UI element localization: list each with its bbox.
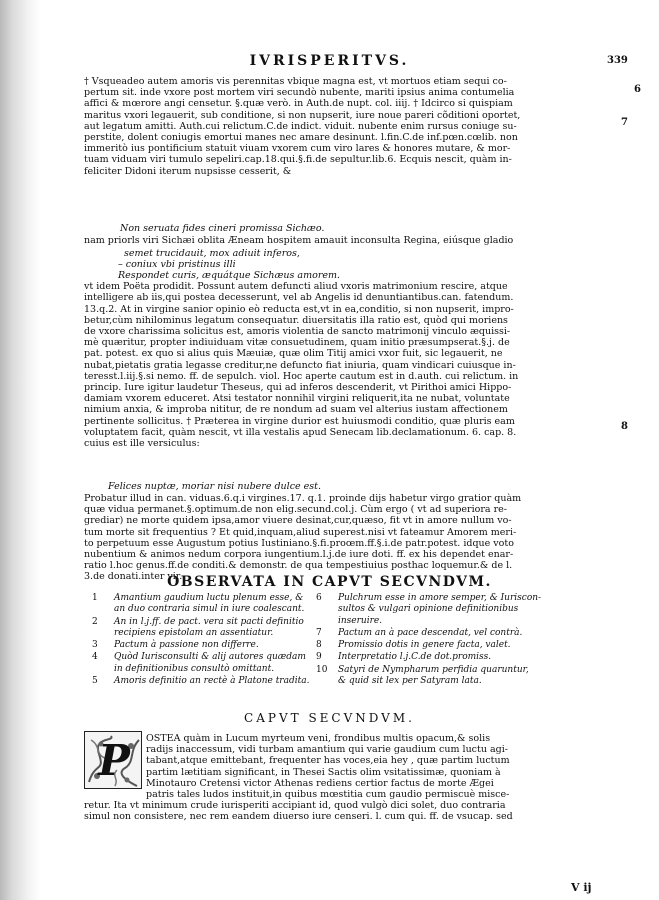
text-line: vt idem Poëta prodidit. Possunt autem defuncti aliud vxoris matrimonium rescire, atque [84,281,508,293]
text-line: damiam vxorem educeret. Atsi testator nonnihil virgini reliquerit,ita ne nubat, voluntate [84,393,510,405]
paragraph-3 [84,270,615,449]
text-line: maritus vxori legauerit, sub conditione, si non nupserit, iure noue pareri cõditioni oportet, [84,109,521,121]
text-line: to perpetuum esse Augustum potius Iustiniano.§.fi.proœm.ff.§.i.de patr.potest. idque voto [84,537,514,549]
list-item-text: in definitionibus consultò omittant. [114,663,275,674]
observata-heading: OBSERVATA IN CAPVT SECVNDVM. [167,574,492,590]
paragraph-4 [84,493,615,583]
list-item-number: 1 [92,593,98,603]
list-item-text: Pactum an à pace descendat, vel contrà. [338,627,523,638]
list-item-number: 6 [316,593,322,603]
list-item [316,593,616,627]
text-line: pat. potest. ex quo si alius quis Mæuiæ, quæ olim Titij amici vxor fuit, sic legauerit, ne [84,348,503,360]
text-line: tuam viduam viri tumulo sepeliri.cap.18.qui.§.fi.de sepultur.lib.6. Ecquis nescit, quàm in- [84,154,512,166]
paragraph-6 [84,789,615,823]
list-item-text: Quòd Iurisconsulti & alij autores quædam [114,652,306,663]
text-line: aut legatum amitti. Auth.cui relictum.C.de indict. viduit. nubente enim rursus coniuge su- [84,120,517,132]
list-item-text: recipiens epistolam an assentiatur. [114,627,274,638]
text-line: simul non consistere, nec rem eandem diuerso iure censeri. l. cum qui. ff. de vsucap. sed [84,811,513,823]
margin-note-7: 7 [621,117,628,128]
text-line: feliciter Didoni iterum nupsisse cesserit, & [84,165,292,177]
text-line: pertum sit. inde vxore post mortem viri secundò nubente, mariti ipsius anima contumelia [84,87,515,99]
list-item-text: Promissio dotis in genere facta, valet. [338,640,511,651]
list-item-text: Pulchrum esse in amore semper, & Iuriscon- [338,593,542,603]
list-item-number: 7 [316,627,322,638]
text-line: † Vsqueadeo autem amoris vis perennitas vbique magna est, vt mortuos etiam sequi co- [84,76,507,87]
text-line: ratio l.hoc genus.ff.de conditi.& demonstr. de qua tempestiuius posthac loquemur.& de l. [84,560,513,572]
text-line: nubat,pietatis gratia legasse creditur,ne defuncto fiat iniuria, quam vindicari cuiusque in- [84,359,516,371]
text-line: OSTEA quàm in Lucum myrteum veni, frondibus multis opacum,& solis [146,733,491,744]
list-item [92,676,314,687]
margin-note-8: 8 [621,421,628,432]
text-line: intelligere ab iis,qui postea decesserunt, vel ab Angelis id denuntiantibus.can. fatendum. [84,292,514,304]
text-line: mè quæritur, propter indiuiduam vitæ consuetudinem, quam initio præsumpserat.§.j. de [84,337,510,349]
list-item-number: 9 [316,652,322,663]
paragraph-1 [84,76,615,177]
text-line: Minotauro Cretensi victor Athenas rediens certior factus de morte Ægei [146,777,494,789]
list-item [92,593,314,616]
text-line: grediar) ne morte quidem ipsa,amor viuere desinat,cur,quæso, fit vt in amore nullum vo- [84,515,512,527]
list-item-text: An in l.j.ff. de pact. vera sit pacti definitio [114,616,304,627]
text-line: nimium anxia, & improba nititur, de re nondum ad suam vel alterius iustam affectionem [84,404,508,416]
text-line: pertinente sollicitus. † Præterea in virgine durior est huiusmodi conditio, quæ pluris eam [84,415,515,427]
page-number: 339 [607,55,628,66]
list-item-text: & quid sit lex per Satyram lata. [338,676,482,687]
text-line: immeritò ius pontificium statuit viuam vxorem cum viro lares & honores mutare, & mor- [84,143,511,155]
decorated-initial [84,731,142,789]
list-item-text: Interpretatio l.j.C.de dot.promiss. [338,652,492,663]
chapter-heading: CAPVT SECVNDVM. [244,711,415,725]
list-item-number: 3 [92,640,98,651]
list-item [316,628,616,639]
text-line: Probatur illud in can. viduas.6.q.i virgines.17. q.1. proinde dijs habetur virgo gratior quàm [84,493,522,504]
text-line: 13.q.2. At in virgine sanior opinio eò reducta est,vt in ea,conditio, si non nupserit, impro- [84,303,514,315]
list-item [316,652,616,663]
verse-quote-3: Respondet curis, æquátque Sichæus amorem. [118,270,341,281]
text-line: de vxore charissima solicitus est, amoris violentia de sancto matrimonij vinculo æquissi- [84,326,511,338]
text-line: partim lætitiam significant, in Thesei Sactis olim vsitatissimæ, quoniam à [146,766,501,778]
list-item-number: 5 [92,676,98,687]
list-item-number: 2 [92,616,98,627]
text-line: teresst.l.iij.§.si nemo. ff. de sepulch. viol. Hoc aperte cautum est in d.auth. cui relictum. in [84,370,519,382]
text-line: patris tales ludos instituit,in quibus mœstitia cum gaudio permiscuè misce- [146,789,510,800]
list-item-text: sultos & vulgari opinione definitionibus [338,604,519,615]
observata-list-left [92,593,314,688]
list-item-text: Satyri de Nympharum perfidia quaruntur, [338,664,529,675]
initial-letter: P [98,736,130,785]
text-line: princip. Iure igitur laudetur Theseus, qui ad inferos descenderit, vt Pirithoi amici Hippo- [84,382,512,394]
text-line: tabant,atque emittebant, frequenter has voces,eia hey , quæ partim luctum [146,755,510,767]
verse-quote-4: Felices nuptæ, moriar nisi nubere dulce est. [108,481,321,492]
text-line: nam priorls viri Sichæi oblita Æneam hospitem amauit inconsulta Regina, eiúsque gladio [84,235,514,246]
list-item [316,665,616,688]
text-line: cuius est ille versiculus: [84,438,200,450]
list-item [316,640,616,651]
paragraph-2 [84,235,615,246]
observata-list-right [316,593,616,688]
margin-note-6: 6 [634,84,641,95]
verse-quote-1: Non seruata fides cineri promissa Sichæo. [120,223,325,234]
text-line: tum morte sit frequentius ? Et quid,inquam,aliud superest.nisi vt fateamur Amorem meri- [84,526,517,538]
list-item-number: 8 [316,640,322,651]
verse-line-3: – coniux vbi pristinus illi [118,259,236,270]
list-item [92,640,314,651]
text-line: affici & mœrore angi censetur. §.quæ verò. in Auth.de nupt. col. iiij. † Idcirco si quispiam [84,98,513,110]
list-item-text: Amoris definitio an rectè à Platone tradita. [114,676,310,687]
list-item-text: an duo contraria simul in iure coalescant. [114,604,305,615]
list-item-number: 10 [316,664,328,675]
text-line: voluptatem facit, quàm nescit, vt illa vestalis apud Senecam lib.declamationum. 6. cap. 8. [84,426,517,438]
list-item-text: Pactum à passione non differre. [114,640,259,651]
list-item-text: Amantium gaudium luctu plenum esse, & [114,593,304,603]
text-line: quæ vidua permanet.§.optimum.de non elig.secund.col.j. Cùm ergo ( vt ad superiora re- [84,504,507,516]
list-item-number: 4 [92,652,98,663]
verse-line-2: semet trucidauit, mox adiuit inferos, [124,248,300,259]
list-item [92,652,314,675]
text-line: nubentium & animos nedum corpora iungentium.l.j.de iure doti. ff. ex his dependet enar- [84,549,514,561]
signature-mark: V ij [571,881,592,894]
text-line: radijs inaccessum, vidi turbam amantium qui varie gaudium cum luctu agi- [146,744,508,756]
text-line: betur,cùm nihilominus legatum consequatur. diuersitatis illa ratio est, quòd qui moriens [84,314,508,326]
binding-shadow [0,0,40,900]
paragraph-5 [146,733,615,789]
list-item [92,617,314,640]
running-title: IVRISPERITVS. [249,53,410,69]
text-line: 3.de donati.inter vir. [84,571,183,583]
text-line: perstite, dolent coniugis emortui manes nec amare desinunt. l.fin.C.de inf.pœn.cœlib. non [84,132,518,144]
list-item-text: inseruire. [338,615,383,626]
text-line: retur. Ita vt minimum crude iurisperiti accipiant id, quod vulgò dici solet, duo contraria [84,800,506,812]
